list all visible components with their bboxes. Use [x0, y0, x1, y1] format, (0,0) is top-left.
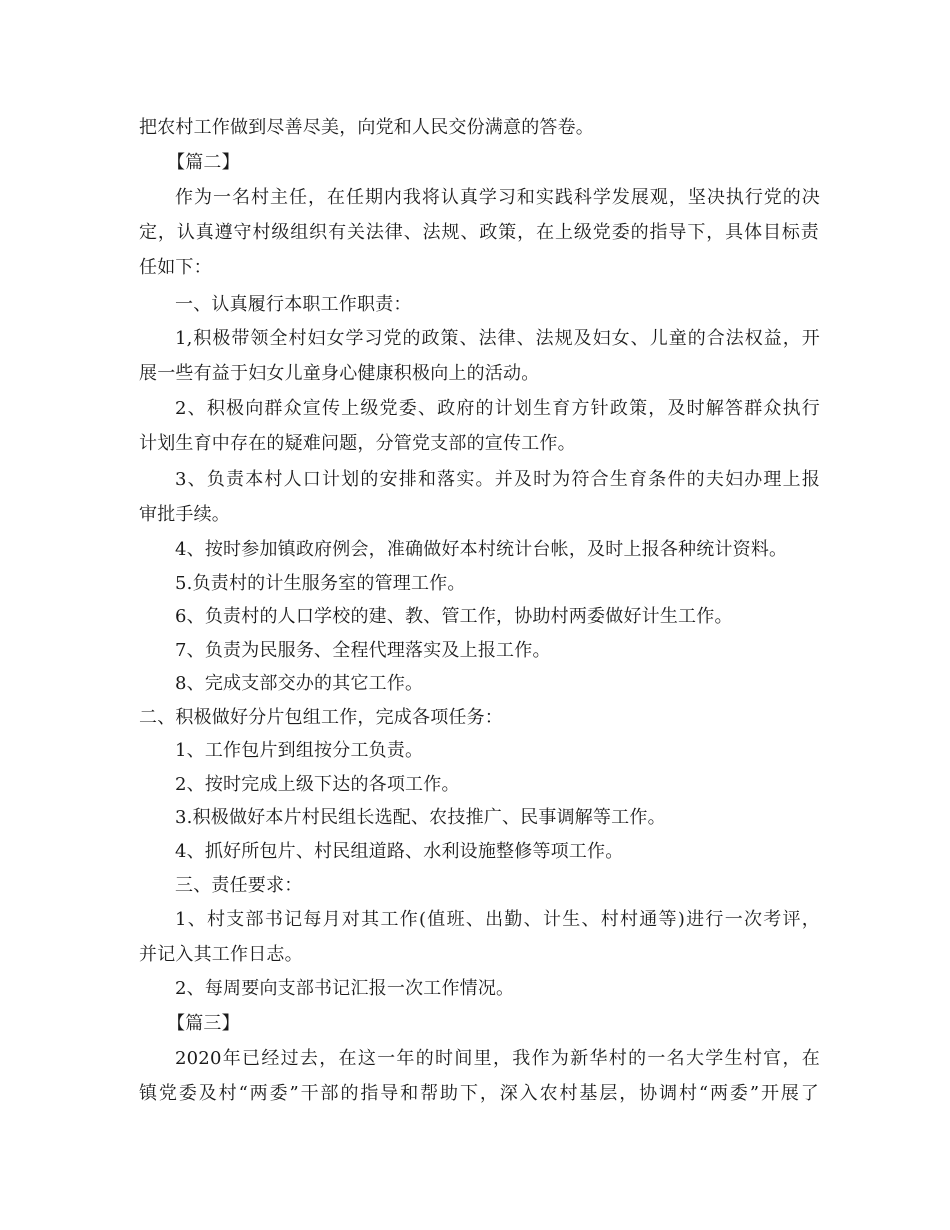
- text-line: 3、负责本村人口计划的安排和落实。并及时为符合生育条件的夫妇办理上报: [175, 469, 820, 490]
- section-heading: 【篇三】: [167, 1013, 240, 1034]
- text-line: 1,积极带领全村妇女学习党的政策、法律、法规及妇女、儿童的合法权益，开: [175, 328, 820, 349]
- text-line: 展一些有益于妇女儿童身心健康积极向上的活动。: [139, 363, 540, 384]
- text-line: 2、每周要向支部书记汇报一次工作情况。: [175, 978, 515, 999]
- text-line: 2、按时完成上级下达的各项工作。: [175, 774, 460, 795]
- text-line: 定，认真遵守村级组织有关法律、法规、政策，在上级党委的指导下，具体目标责: [139, 222, 819, 243]
- text-line: 3.积极做好本片村民组长选配、农技推广、民事调解等工作。: [175, 807, 666, 828]
- text-line: 并记入其工作日志。: [139, 944, 303, 965]
- list-heading: 一、认真履行本职工作职责：: [175, 294, 412, 315]
- list-heading: 三、责任要求：: [175, 875, 303, 896]
- text-line: 8、完成支部交办的其它工作。: [175, 673, 424, 694]
- text-line: 7、负责为民服务、全程代理落实及上报工作。: [175, 640, 551, 661]
- section-heading: 【篇二】: [167, 152, 240, 173]
- text-line: 4、抓好所包片、村民组道路、水利设施整修等项工作。: [175, 841, 624, 862]
- text-line: 2、积极向群众宣传上级党委、政府的计划生育方针政策，及时解答群众执行: [175, 398, 820, 419]
- text-line: 审批手续。: [139, 504, 230, 525]
- text-line: 4、按时参加镇政府例会，准确做好本村统计台帐，及时上报各种统计资料。: [175, 539, 788, 560]
- text-line: 把农村工作做到尽善尽美，向党和人民交份满意的答卷。: [139, 117, 594, 138]
- text-line: 5.负责村的计生服务室的管理工作。: [175, 573, 466, 594]
- list-heading: 二、积极做好分片包组工作，完成各项任务：: [139, 707, 503, 728]
- text-line: 1、工作包片到组按分工负责。: [175, 740, 424, 761]
- text-line: 任如下：: [139, 257, 212, 278]
- text-line: 6、负责村的人口学校的建、教、管工作，协助村两委做好计生工作。: [175, 606, 733, 627]
- text-line: 计划生育中存在的疑难问题，分管党支部的宣传工作。: [139, 433, 576, 454]
- text-line: 1、村支部书记每月对其工作(值班、出勤、计生、村村通等)进行一次考评，: [175, 909, 820, 930]
- text-line: 镇党委及村“两委”干部的指导和帮助下，深入农村基层，协调村“两委”开展了: [139, 1083, 819, 1104]
- text-line: 2020年已经过去，在这一年的时间里，我作为新华村的一名大学生村官，在: [175, 1048, 820, 1069]
- text-line: 作为一名村主任，在任期内我将认真学习和实践科学发展观，坚决执行党的决: [175, 187, 820, 208]
